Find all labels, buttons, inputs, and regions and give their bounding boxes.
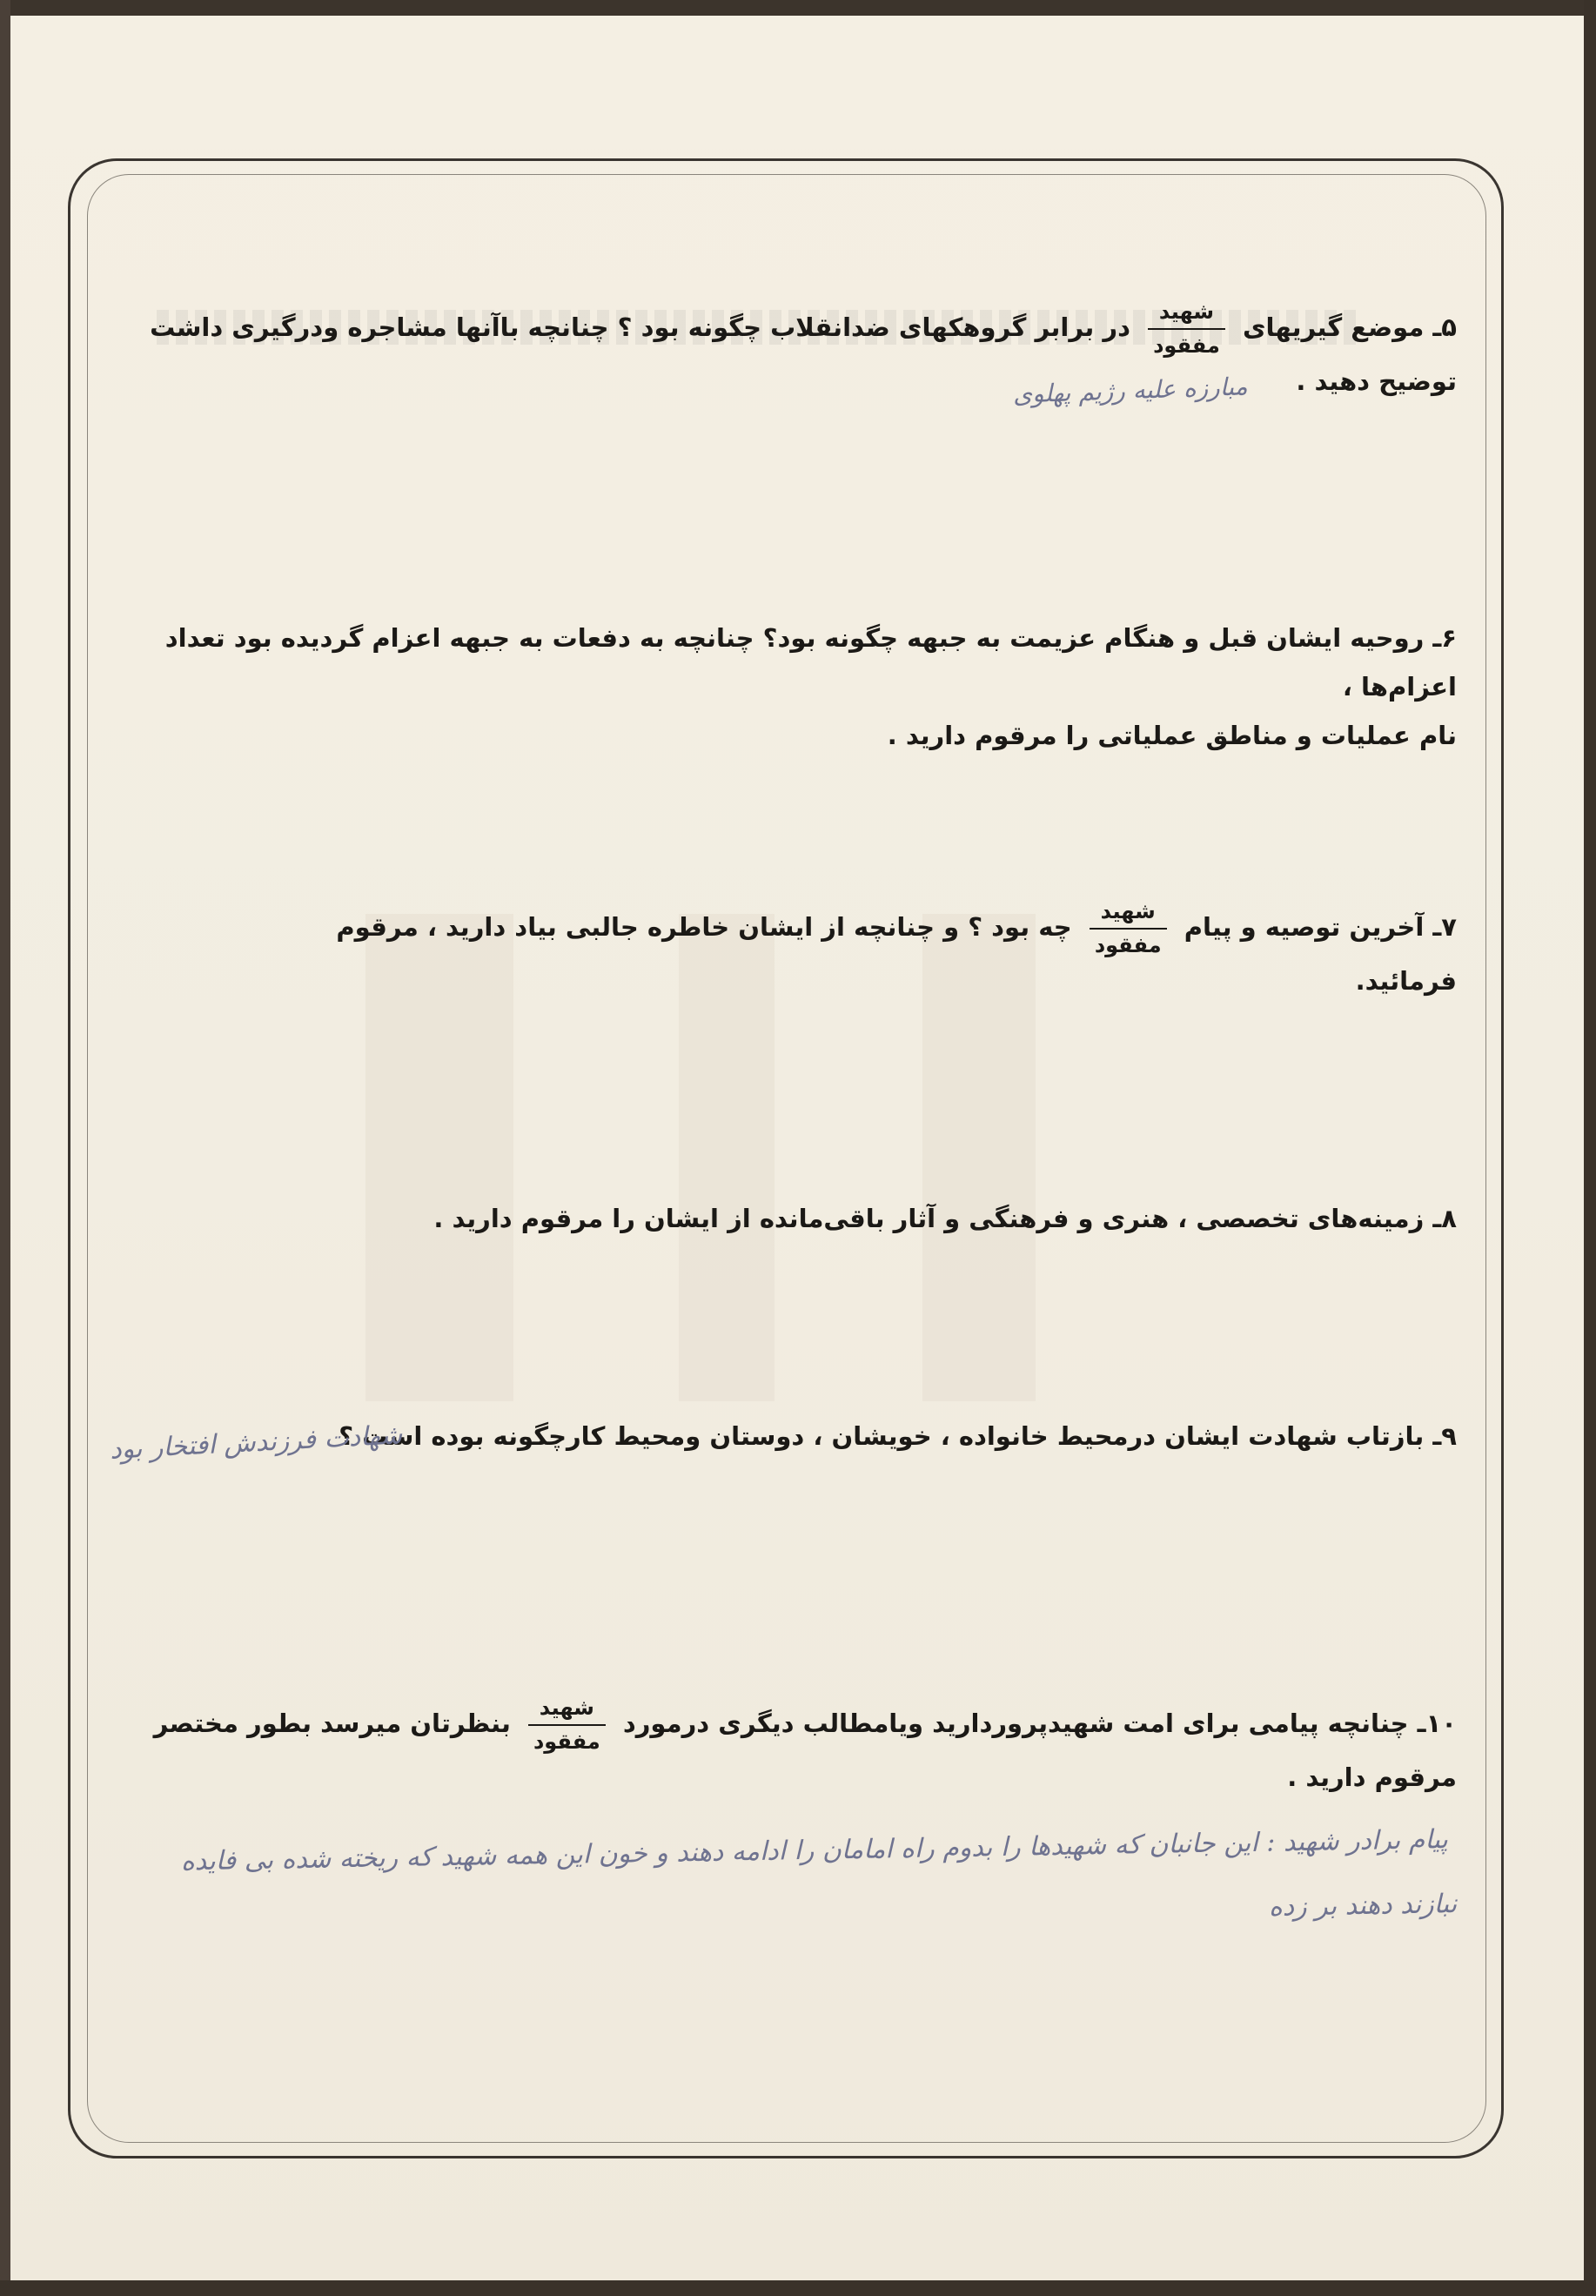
question-10-line-1 — [125, 1697, 1457, 1753]
question-5-line-2 — [125, 357, 1457, 409]
fraction-bottom: مفقود — [1094, 933, 1162, 958]
question-5 — [125, 299, 1457, 409]
scan-edge-bottom — [0, 2280, 1596, 2296]
question-5-suffix: در برابر گروهکهای ضدانقلاب چگونه بود ؟ چنانچه باآنها مشاجره ودرگیری داشت — [150, 312, 1130, 343]
fraction-top: شهید — [528, 1697, 606, 1726]
question-5-prefix: ۵ـ موضع گیریهای — [1242, 312, 1457, 343]
handwritten-answer-10-line-1: پیام برادر شهید : این جانبان که شهیدها را بدوم راه امامان را ادامه دهند و خون این همه شهید که ریخته شده بی فایده — [180, 1824, 1449, 1877]
handwritten-answer-5: مبارزه علیه رژیم پهلوی — [1012, 372, 1249, 409]
handwritten-answer-10-line-2: نبازند دهند بر زده — [1268, 1889, 1458, 1923]
question-8-text: ۸ـ زمینه‌های تخصصی ، هنری و فرهنگی و آثار باقی‌مانده از ایشان را مرقوم دارید . — [433, 1204, 1457, 1233]
question-9 — [325, 1412, 1457, 1460]
question-7-suffix: چه بود ؟ و چنانچه از ایشان خاطره جالبی بیاد دارید ، مرقوم فرمائید. — [336, 912, 1457, 997]
question-5-line-2-text: توضیح دهید . — [1296, 366, 1457, 397]
question-10 — [125, 1697, 1457, 1802]
question-10-suffix: بنظرتان میرسد بطور مختصر — [153, 1709, 511, 1739]
question-10-line-2: مرقوم دارید . — [1287, 1762, 1457, 1793]
handwritten-answer-9: شهادت فرزندش افتخار بود — [108, 1420, 403, 1466]
question-6-line-2: نام عملیات و مناطق عملیاتی را مرقوم دارید . — [887, 721, 1457, 750]
question-6-line-1: ۶ـ روحیه ایشان قبل و هنگام عزیمت به جبهه چگونه بود؟ چنانچه به دفعات به جبهه اعزام گردیده بود تعداد اعزام‌ها ، — [164, 623, 1457, 702]
martyr-missing-fraction — [1148, 301, 1225, 357]
question-10-prefix: ۱۰ـ چنانچه پیامی برای امت شهیدپروردارید ویامطالب دیگری درمورد — [622, 1709, 1457, 1739]
question-8 — [325, 1194, 1457, 1243]
scan-edge-left — [0, 0, 10, 2296]
scan-edge-top — [0, 0, 1596, 16]
question-9-text: ۹ـ بازتاب شهادت ایشان درمحیط خانواده ، خویشان ، دوستان ومحیط کارچگونه بوده است ؟ — [339, 1421, 1457, 1451]
scan-edge-right — [1584, 0, 1596, 2296]
fraction-bottom: مفقود — [1153, 333, 1220, 359]
fraction-top: شهید — [1090, 901, 1167, 930]
question-7 — [238, 901, 1457, 1005]
martyr-missing-fraction — [1090, 901, 1167, 957]
fraction-bottom: مفقود — [533, 1729, 600, 1755]
fraction-top: شهید — [1148, 301, 1225, 330]
question-7-prefix: ۷ـ آخرین توصیه و پیام — [1184, 912, 1457, 943]
question-6 — [125, 614, 1457, 760]
martyr-missing-fraction — [528, 1697, 606, 1753]
question-5-line-1 — [125, 301, 1457, 357]
